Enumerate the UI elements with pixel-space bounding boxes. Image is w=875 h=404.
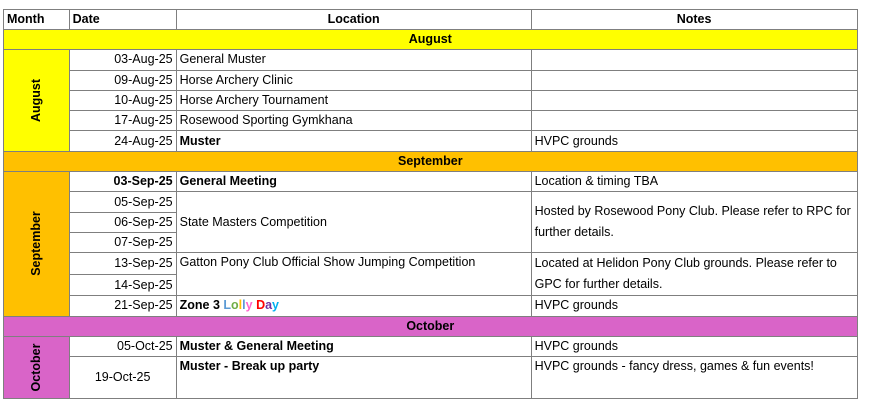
date-cell[interactable]: 09-Aug-25 bbox=[69, 70, 176, 90]
table-row bbox=[4, 131, 858, 151]
table-row bbox=[4, 296, 858, 316]
location-cell[interactable]: Muster bbox=[176, 131, 531, 151]
section-row-august bbox=[4, 30, 858, 50]
table-row bbox=[4, 336, 858, 356]
table-row bbox=[4, 90, 858, 110]
table-row bbox=[4, 357, 858, 399]
date-cell[interactable]: 24-Aug-25 bbox=[69, 131, 176, 151]
notes-cell[interactable]: HVPC grounds - fancy dress, games & fun events! bbox=[531, 357, 857, 399]
event-calendar-sheet bbox=[3, 9, 858, 399]
section-row-september bbox=[4, 151, 858, 171]
date-cell[interactable]: 03-Sep-25 bbox=[69, 172, 176, 192]
date-cell[interactable]: 10-Aug-25 bbox=[69, 90, 176, 110]
date-cell[interactable]: 14-Sep-25 bbox=[69, 274, 176, 296]
month-label-august[interactable]: August bbox=[4, 50, 70, 151]
location-cell[interactable]: Rosewood Sporting Gymkhana bbox=[176, 111, 531, 131]
table-row bbox=[4, 172, 858, 192]
notes-cell[interactable]: HVPC grounds bbox=[531, 336, 857, 356]
location-cell[interactable]: General Muster bbox=[176, 50, 531, 70]
date-cell[interactable]: 21-Sep-25 bbox=[69, 296, 176, 316]
date-cell[interactable]: 06-Sep-25 bbox=[69, 212, 176, 232]
section-row-october bbox=[4, 316, 858, 336]
notes-cell[interactable] bbox=[531, 50, 857, 70]
month-label-september[interactable]: September bbox=[4, 172, 70, 316]
date-cell[interactable]: 05-Oct-25 bbox=[69, 336, 176, 356]
header-month[interactable]: Month bbox=[4, 10, 70, 30]
lolly-day-label: Lolly Day bbox=[223, 298, 279, 313]
header-row bbox=[4, 10, 858, 30]
header-notes[interactable]: Notes bbox=[531, 10, 857, 30]
table-row bbox=[4, 50, 858, 70]
date-cell[interactable]: 19-Oct-25 bbox=[69, 357, 176, 399]
location-cell[interactable]: General Meeting bbox=[176, 172, 531, 192]
table-row bbox=[4, 111, 858, 131]
notes-cell[interactable]: Location & timing TBA bbox=[531, 172, 857, 192]
date-cell[interactable]: 03-Aug-25 bbox=[69, 50, 176, 70]
location-cell[interactable]: Horse Archery Clinic bbox=[176, 70, 531, 90]
section-header-october[interactable]: October bbox=[4, 316, 858, 336]
date-cell[interactable]: 17-Aug-25 bbox=[69, 111, 176, 131]
notes-cell[interactable]: Located at Helidon Pony Club grounds. Please refer to GPC for further details. bbox=[531, 253, 857, 296]
table-row bbox=[4, 192, 858, 212]
section-header-august[interactable]: August bbox=[4, 30, 858, 50]
location-cell[interactable]: Horse Archery Tournament bbox=[176, 90, 531, 110]
events-table bbox=[3, 9, 858, 399]
zone-label: Zone 3 bbox=[179, 298, 224, 313]
section-header-september[interactable]: September bbox=[4, 151, 858, 171]
notes-cell[interactable] bbox=[531, 90, 857, 110]
notes-cell[interactable]: HVPC grounds bbox=[531, 131, 857, 151]
header-location[interactable]: Location bbox=[176, 10, 531, 30]
notes-cell[interactable]: Hosted by Rosewood Pony Club. Please refer to RPC for further details. bbox=[531, 192, 857, 253]
table-row bbox=[4, 253, 858, 275]
notes-cell[interactable]: HVPC grounds bbox=[531, 296, 857, 316]
notes-cell[interactable] bbox=[531, 111, 857, 131]
location-cell[interactable]: State Masters Competition bbox=[176, 192, 531, 253]
header-date[interactable]: Date bbox=[69, 10, 176, 30]
location-cell[interactable]: Gatton Pony Club Official Show Jumping Competition bbox=[176, 253, 531, 296]
month-label-october[interactable]: October bbox=[4, 336, 70, 398]
date-cell[interactable]: 07-Sep-25 bbox=[69, 232, 176, 252]
location-cell[interactable]: Muster - Break up party bbox=[176, 357, 531, 399]
date-cell[interactable]: 13-Sep-25 bbox=[69, 253, 176, 275]
notes-cell[interactable] bbox=[531, 70, 857, 90]
location-cell[interactable]: Muster & General Meeting bbox=[176, 336, 531, 356]
date-cell[interactable]: 05-Sep-25 bbox=[69, 192, 176, 212]
location-cell[interactable] bbox=[176, 296, 531, 316]
table-row bbox=[4, 70, 858, 90]
